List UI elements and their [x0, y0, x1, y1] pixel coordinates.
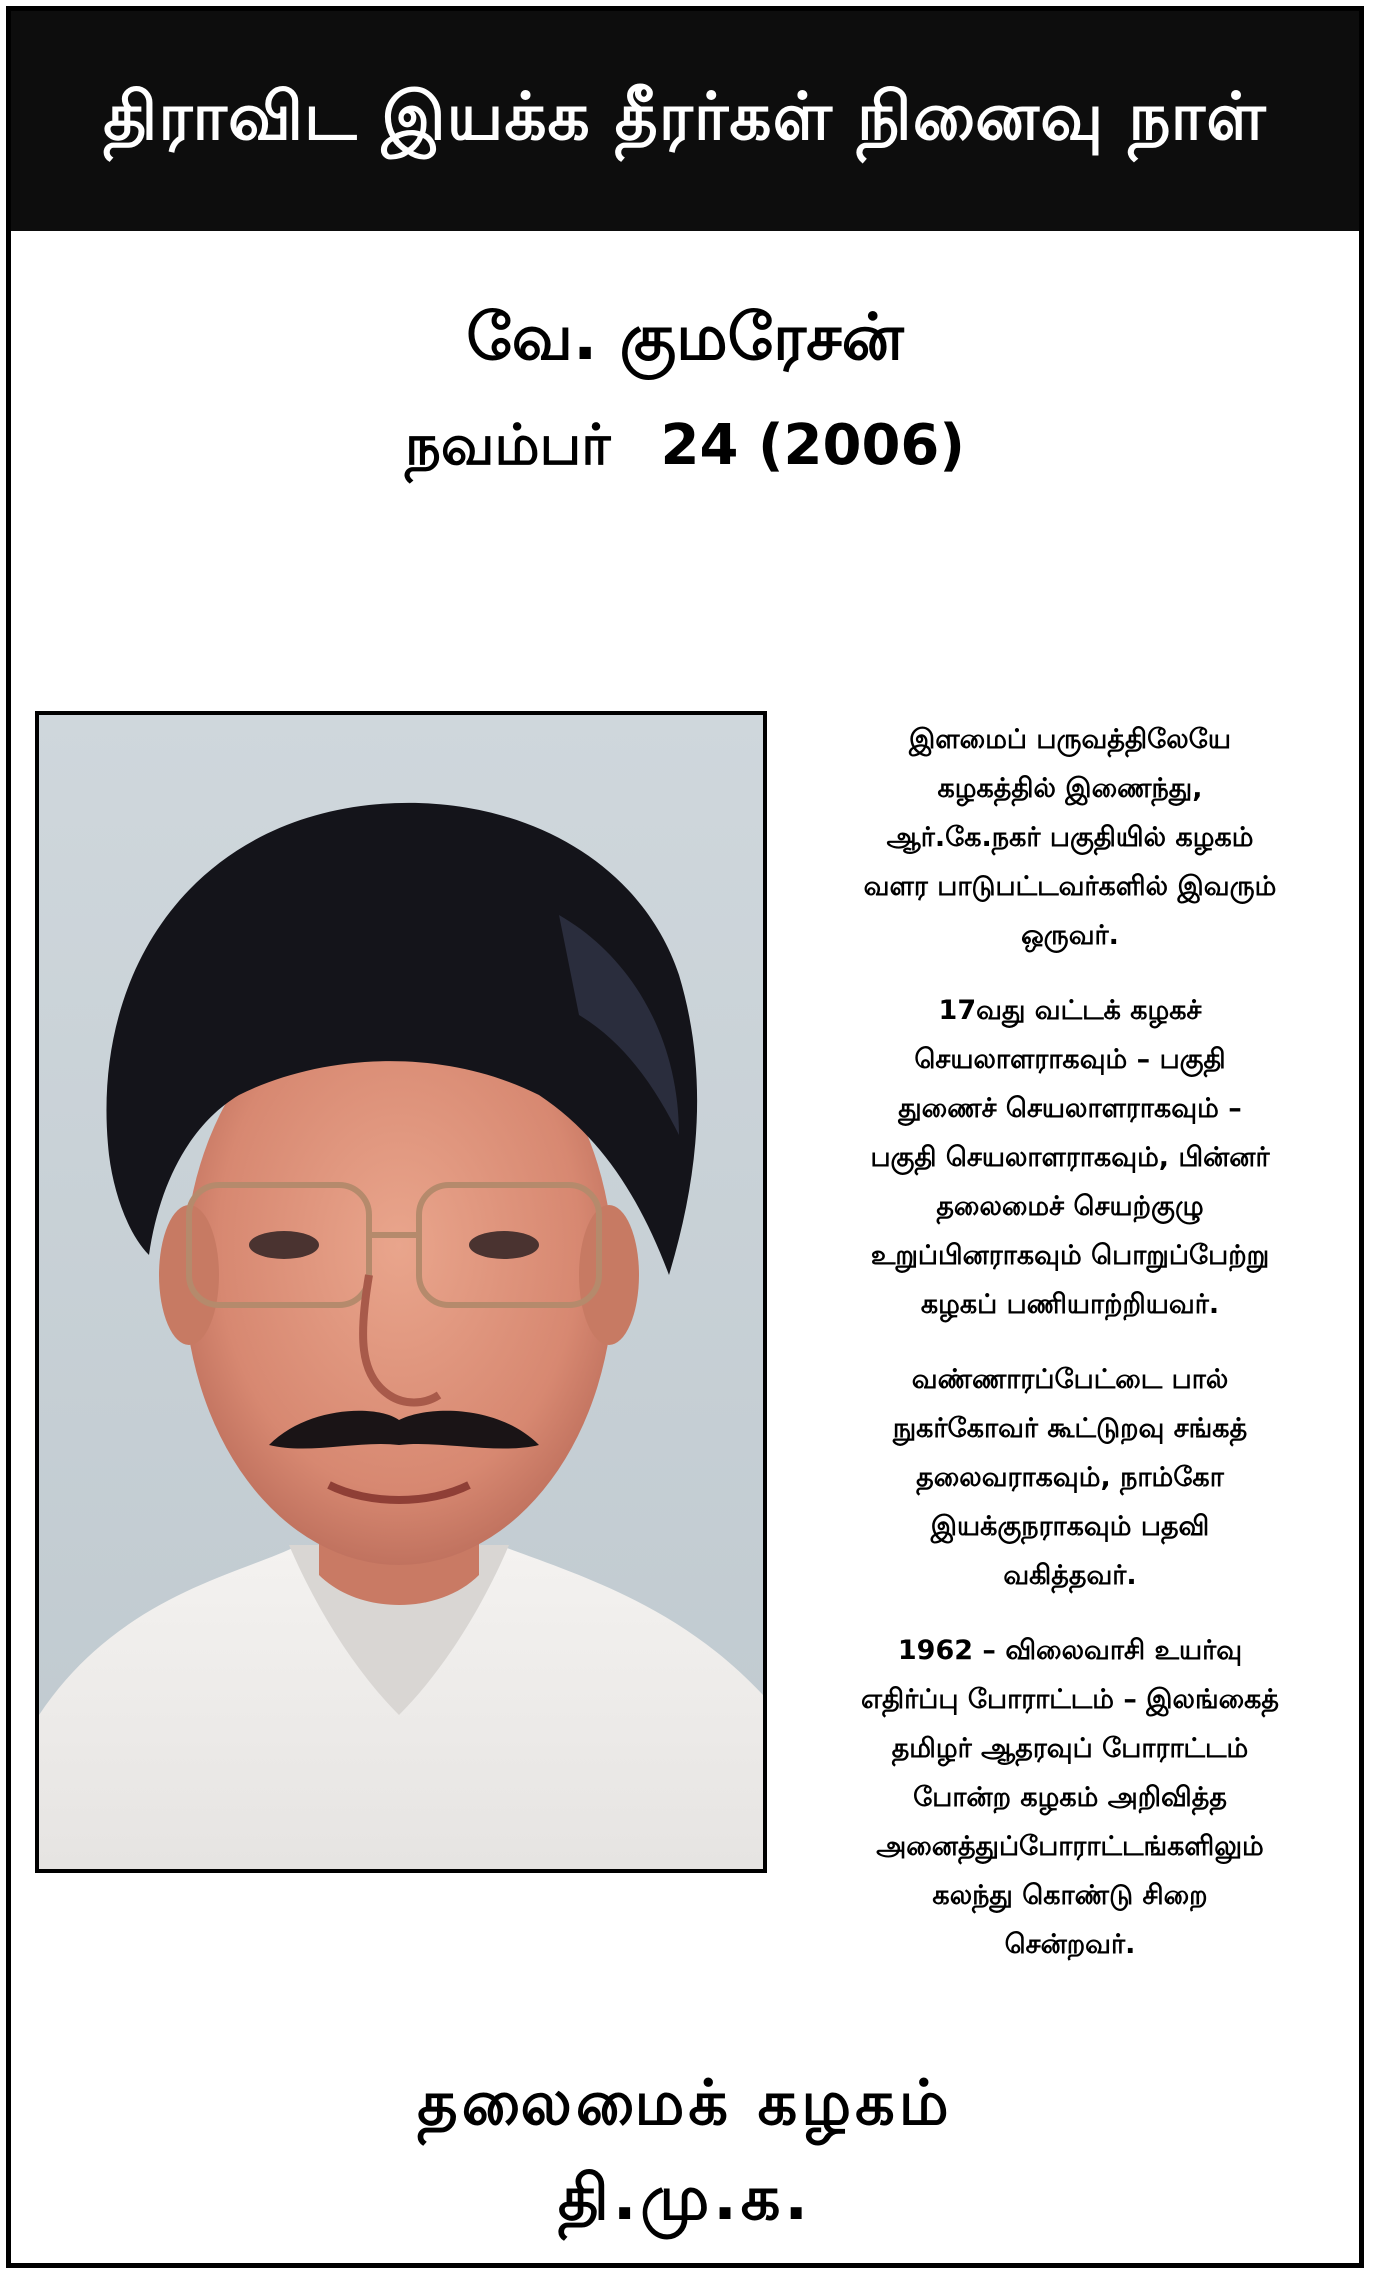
header-banner — [11, 11, 1359, 231]
left-eye — [249, 1231, 319, 1259]
memorial-date — [11, 413, 1359, 485]
bio-paragraph: 17வது வட்டக் கழகச் செயலாளராகவும் – பகுதி துணைச் செயலாளராகவும் – பகுதி செயலாளராகவும், பின்னர் தலைமைச் செயற்குழு உறுப்பினராகவும் பொறுப்பேற்று கழகப் பணியாற்றியவர். — [870, 995, 1270, 1320]
date-month: நவம்பர் — [405, 413, 611, 478]
biography — [787, 715, 1353, 1995]
bio-paragraph: வண்ணாரப்பேட்டை பால் நுகர்கோவர் கூட்டுறவு சங்கத் தலைவராகவும், நாம்கோ இயக்குநராகவும் பதவி வகித்தவர். — [892, 1364, 1248, 1591]
portrait-photo — [35, 711, 767, 1873]
footer-organization: தலைமைக் கழகம் — [417, 2066, 953, 2139]
memorial-notice — [6, 6, 1364, 2268]
right-ear — [579, 1205, 639, 1345]
bio-paragraph: 1962 – விலைவாசி உயர்வு எதிர்ப்பு போராட்டம் – இலங்கைத் தமிழர் ஆதரவுப் போராட்டம் போன்ற கழகம் அறிவித்த அனைத்துப்போராட்டங்களிலும் கலந்து கொண்டு சிறை சென்றவர். — [860, 1635, 1280, 1960]
portrait-illustration — [39, 715, 763, 1869]
bio-paragraph: இளமைப் பருவத்திலேயே கழகத்தில் இணைந்து, ஆர்.கே.நகர் பகுதியில் கழகம் வளர பாடுபட்டவர்களில் இவரும் ஒருவர். — [863, 724, 1277, 951]
right-eye — [469, 1231, 539, 1259]
date-day-year: 24 (2006) — [660, 413, 965, 478]
person-name: வே. குமரேசன் — [466, 301, 904, 375]
banner-title: திராவிட இயக்க தீரர்கள் நினைவு நாள் — [103, 78, 1267, 155]
footer-party: தி.மு.க. — [558, 2161, 812, 2234]
